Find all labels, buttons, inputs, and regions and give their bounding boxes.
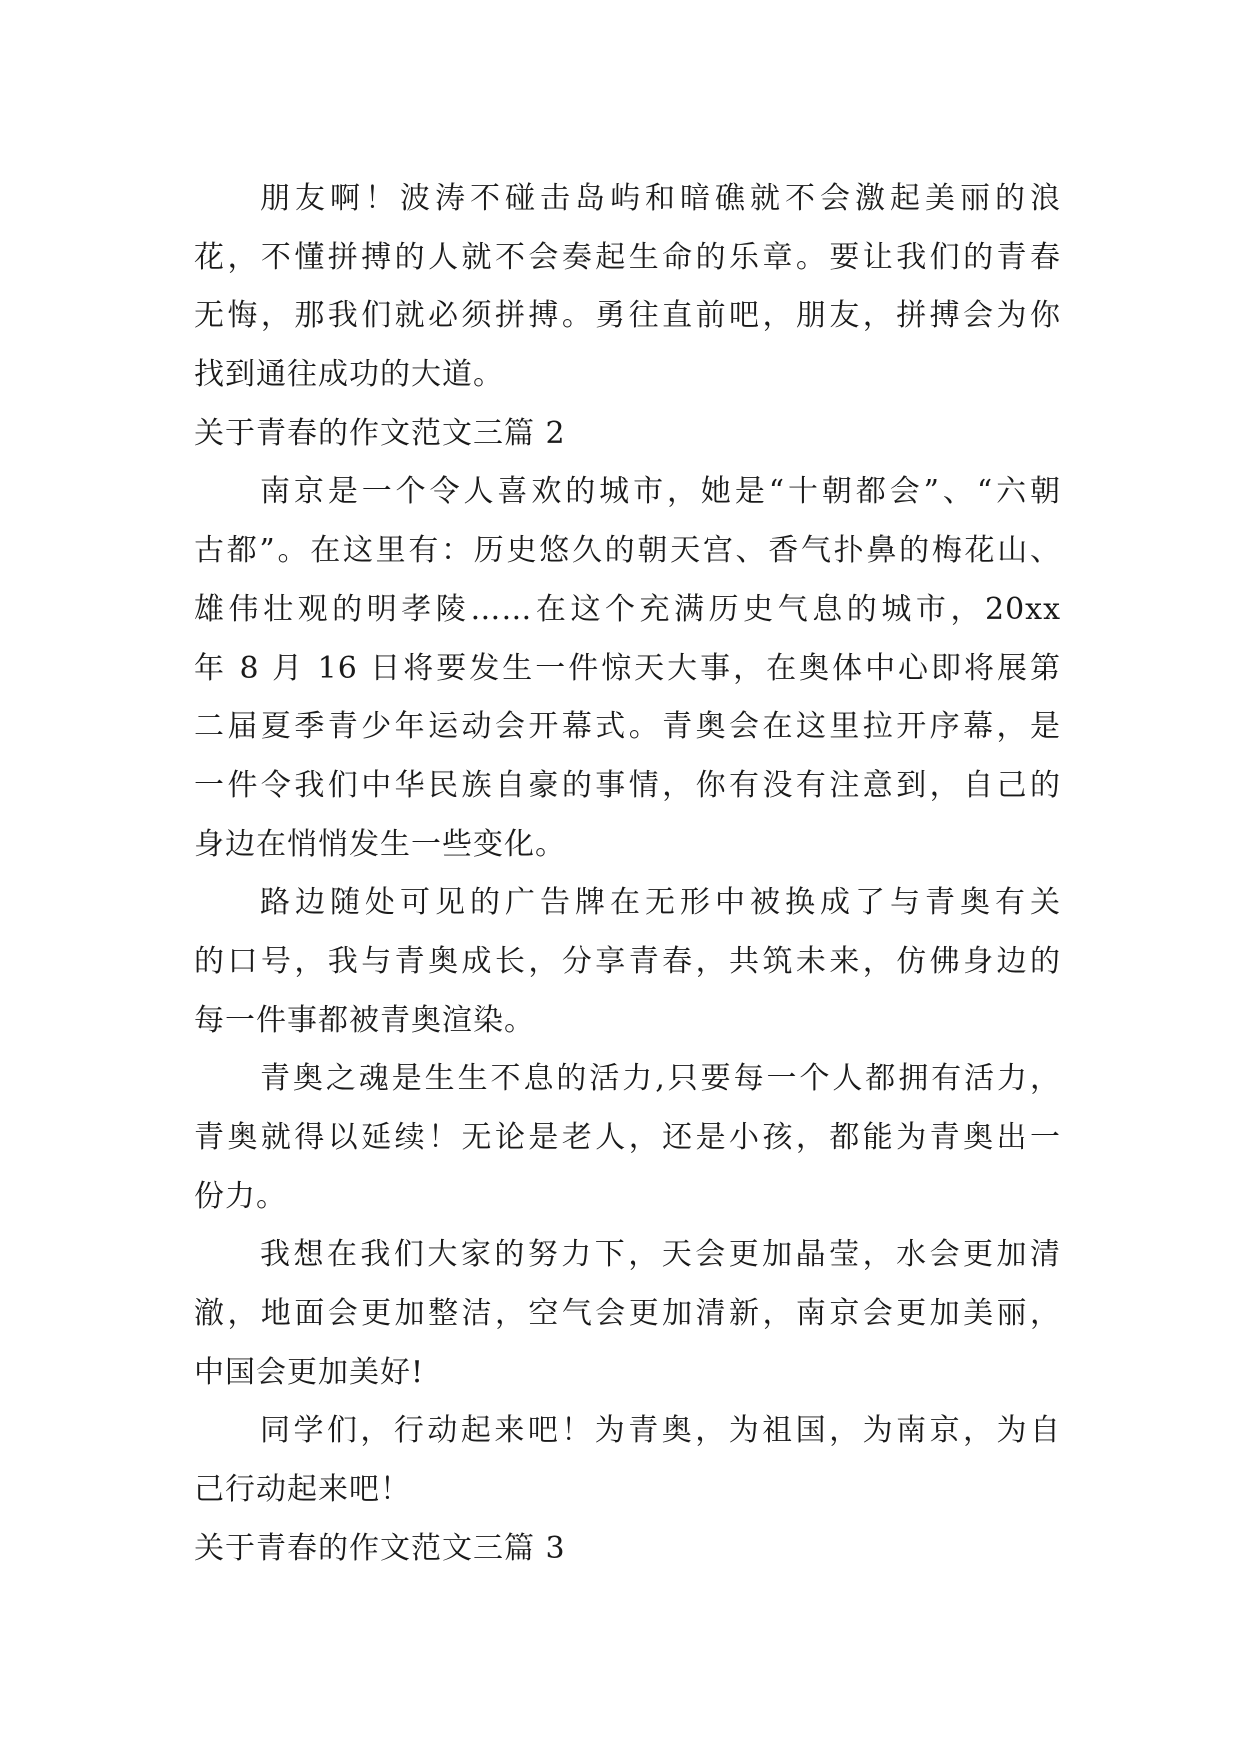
paragraph-line: 身边在悄悄发生一些变化。 [194, 826, 566, 862]
paragraph-line: 雄伟壮观的明孝陵……在这个充满历史气息的城市，20xx [194, 591, 1061, 627]
paragraph [194, 463, 1061, 874]
section-heading: 关于青春的作文范文三篇 2 [194, 415, 566, 451]
paragraph-line: 朋友啊！波涛不碰击岛屿和暗礁就不会激起美丽的浪 [260, 181, 1061, 216]
paragraph-line: 青奥之魂是生生不息的活力,只要每一个人都拥有活力， [260, 1061, 1061, 1097]
paragraph-line: 年 8 月 16 日将要发生一件惊天大事，在奥体中心即将展第 [194, 650, 1061, 686]
paragraph-line: 我想在我们大家的努力下，天会更加晶莹，水会更加清 [260, 1237, 1061, 1273]
paragraph-line: 路边随处可见的广告牌在无形中被换成了与青奥有关 [260, 885, 1061, 921]
paragraph-line: 青奥就得以延续！无论是老人，还是小孩，都能为青奥出一 [194, 1120, 1061, 1155]
paragraph-line: 每一件事都被青奥渲染。 [194, 1002, 535, 1038]
paragraph-line: 澈，地面会更加整洁，空气会更加清新，南京会更加美丽， [194, 1296, 1061, 1332]
paragraph [194, 1226, 1061, 1402]
paragraph-line: 二届夏季青少年运动会开幕式。青奥会在这里拉开序幕，是 [194, 709, 1061, 745]
paragraph-line: 古都”。在这里有：历史悠久的朝天宫、香气扑鼻的梅花山、 [194, 533, 1061, 569]
paragraph-line: 己行动起来吧！ [194, 1472, 411, 1508]
section-heading: 关于青春的作文范文三篇 3 [194, 1530, 566, 1566]
paragraph-line: 同学们，行动起来吧！为青奥，为祖国，为南京，为自 [260, 1413, 1061, 1449]
document-body [194, 170, 1061, 1579]
paragraph-line: 中国会更加美好! [194, 1354, 425, 1390]
paragraph-line: 无悔，那我们就必须拼搏。勇往直前吧，朋友，拼搏会为你 [194, 298, 1061, 334]
paragraph-line: 一件令我们中华民族自豪的事情，你有没有注意到，自己的 [194, 767, 1061, 803]
paragraph [194, 1402, 1061, 1519]
paragraph-line: 找到通往成功的大道。 [194, 357, 504, 393]
paragraph [194, 170, 1061, 405]
paragraph-line: 的口号，我与青奥成长，分享青春，共筑未来，仿佛身边的 [194, 943, 1061, 979]
paragraph [194, 1050, 1061, 1226]
paragraph-line: 份力。 [194, 1178, 287, 1214]
paragraph-line: 花，不懂拼搏的人就不会奏起生命的乐章。要让我们的青春 [194, 239, 1061, 275]
paragraph-line: 南京是一个令人喜欢的城市，她是“十朝都会”、“六朝 [260, 474, 1061, 510]
paragraph [194, 874, 1061, 1050]
